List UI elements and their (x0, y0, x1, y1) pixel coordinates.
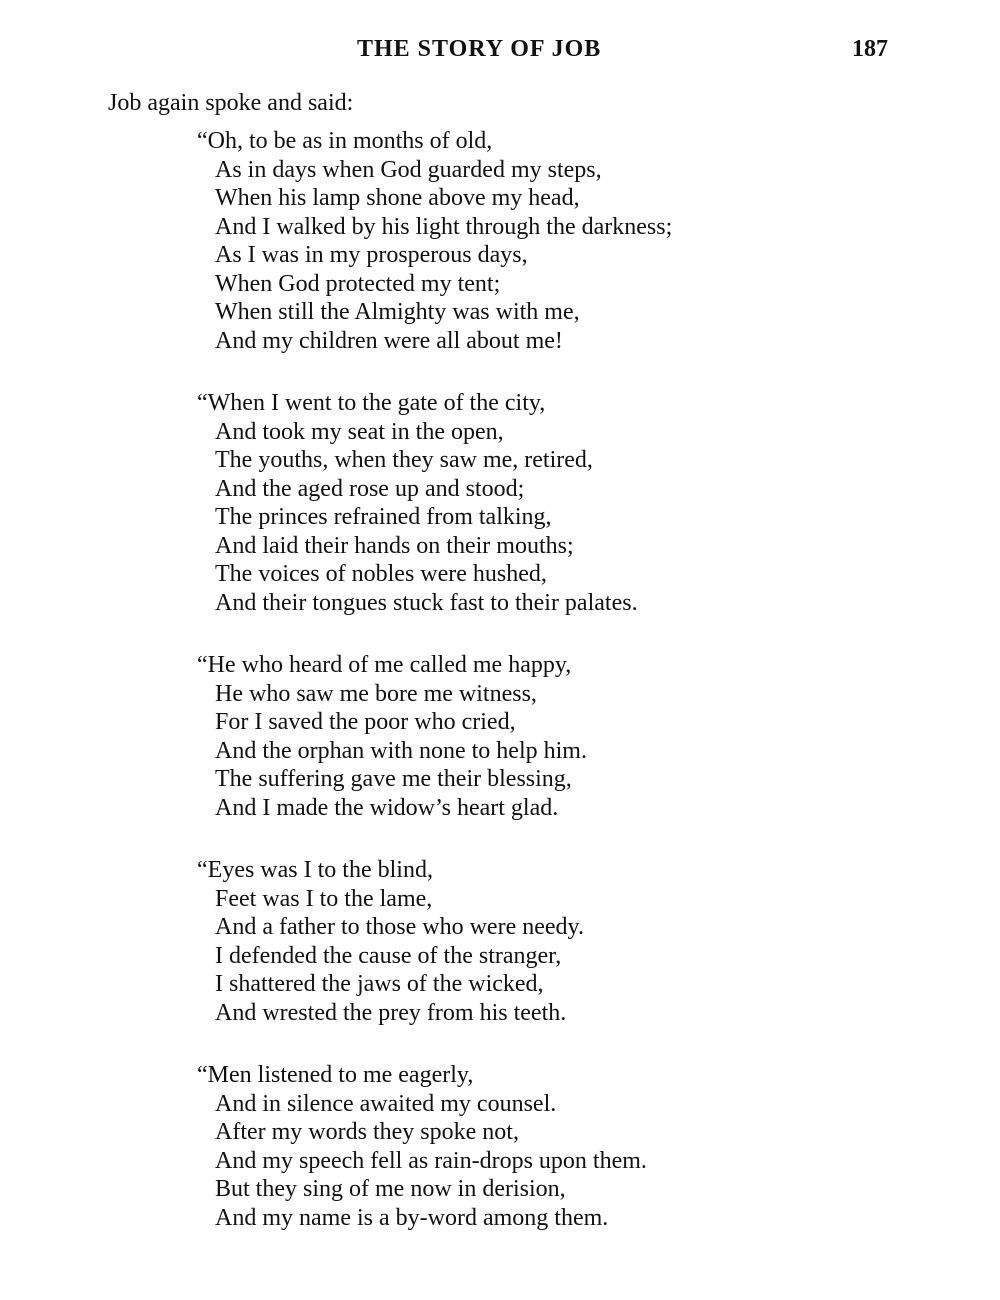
poem-line: I shattered the jaws of the wicked, (215, 971, 544, 997)
poem-line: “Oh, to be as in months of old, (197, 128, 493, 154)
poem-line: And my name is a by-word among them. (215, 1204, 609, 1231)
poem-line: The princes refrained from talking, (215, 504, 552, 530)
poem-line: For I saved the poor who cried, (215, 709, 516, 735)
stanza-1 (197, 127, 855, 355)
poem (197, 127, 855, 1266)
stanza-3 (197, 651, 855, 822)
poem-line: And the orphan with none to help him. (215, 737, 587, 764)
poem-line: As in days when God guarded my steps, (215, 156, 602, 183)
poem-line: After my words they spoke not, (215, 1119, 519, 1145)
poem-line: Feet was I to the lame, (215, 885, 433, 912)
poem-line: When still the Almighty was with me, (215, 299, 580, 325)
poem-line: As I was in my prosperous days, (215, 242, 528, 268)
poem-line: “Men listened to me eagerly, (197, 1062, 474, 1088)
poem-line: He who saw me bore me witness, (215, 680, 537, 707)
stanza-5 (197, 1061, 855, 1232)
poem-line: The suffering gave me their blessing, (215, 766, 572, 792)
poem-line: And my speech fell as rain-drops upon them. (215, 1147, 647, 1174)
poem-line: “When I went to the gate of the city, (197, 390, 546, 416)
poem-line: And their tongues stuck fast to their palates. (215, 589, 638, 616)
stanza-4 (197, 856, 855, 1027)
poem-line: And my children were all about me! (215, 327, 563, 354)
poem-line: And a father to those who were needy. (215, 914, 584, 940)
page-number: 187 (852, 36, 888, 62)
poem-line: I defended the cause of the stranger, (215, 942, 562, 969)
poem-line: And I made the widow’s heart glad. (215, 794, 559, 821)
intro-line: Job again spoke and said: (108, 90, 354, 116)
poem-line: When his lamp shone above my head, (215, 185, 580, 211)
poem-line: When God protected my tent; (215, 270, 501, 297)
poem-line: And the aged rose up and stood; (215, 475, 525, 502)
running-head (0, 36, 1000, 72)
poem-line: And wrested the prey from his teeth. (215, 999, 567, 1026)
poem-line: And in silence awaited my counsel. (215, 1090, 557, 1117)
running-title: THE STORY OF JOB (357, 36, 602, 62)
poem-line: And laid their hands on their mouths; (215, 532, 574, 559)
poem-line: “He who heard of me called me happy, (197, 652, 572, 678)
poem-line: But they sing of me now in derision, (215, 1176, 566, 1202)
poem-line: And took my seat in the open, (215, 418, 504, 445)
poem-line: “Eyes was I to the blind, (197, 857, 433, 883)
poem-line: The youths, when they saw me, retired, (215, 447, 593, 473)
poem-line: The voices of nobles were hushed, (215, 561, 547, 587)
poem-line: And I walked by his light through the darkness; (215, 213, 673, 240)
stanza-2 (197, 389, 855, 617)
